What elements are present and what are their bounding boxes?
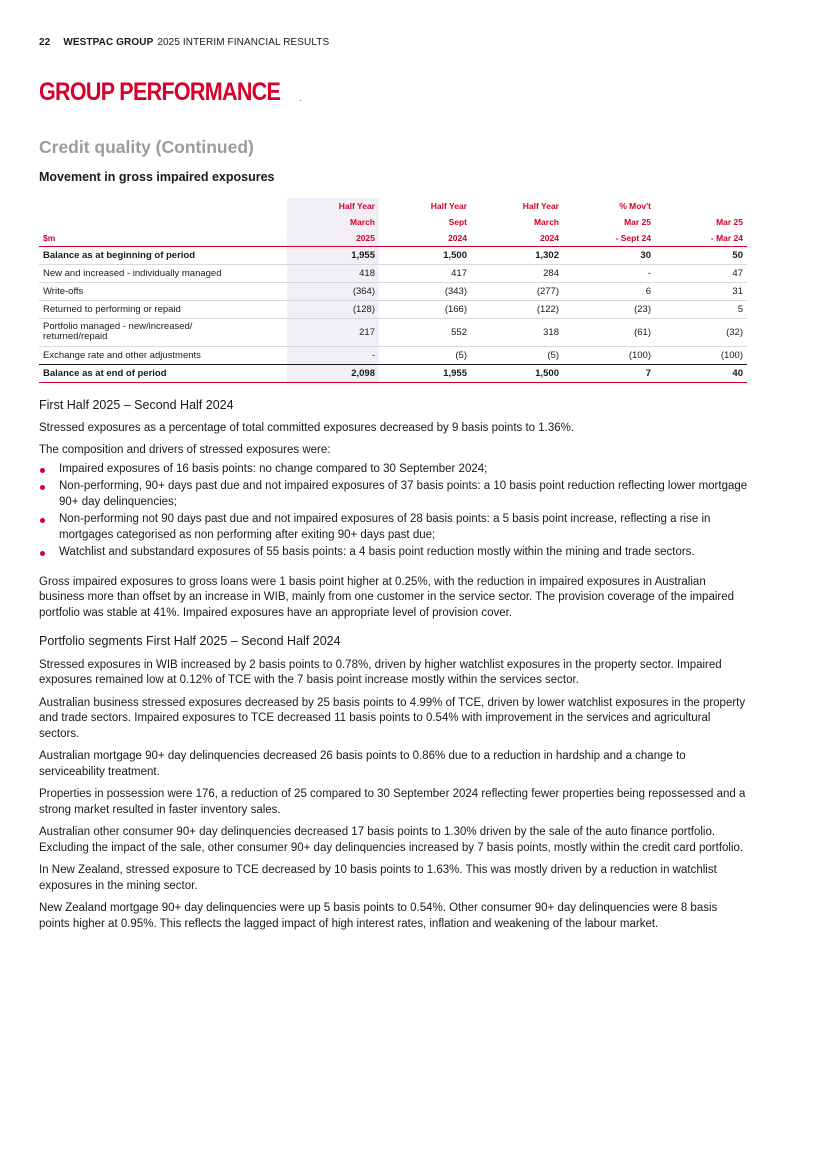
row-label: Balance as at end of period — [39, 364, 287, 382]
column-header: March — [533, 217, 559, 227]
column-header: $m — [39, 230, 287, 246]
paragraph: Stressed exposures as a percentage of total committed exposures decreased by 9 basis points to 1.36%. — [39, 421, 575, 434]
row-label: Write-offs — [39, 282, 287, 300]
table-row — [39, 264, 747, 282]
table-row — [39, 300, 747, 318]
table-title: Movement in gross impaired exposures — [39, 170, 275, 184]
column-header: Half Year — [522, 201, 559, 211]
cell: 1,302 — [471, 246, 563, 264]
column-header: 2025 — [287, 230, 379, 246]
row-label: Returned to performing or repaid — [39, 300, 287, 318]
row-label: Balance as at beginning of period — [39, 246, 287, 264]
table-header-row — [39, 214, 747, 230]
cell: 6 — [563, 282, 655, 300]
cell: (100) — [628, 349, 651, 361]
column-header: March — [349, 217, 375, 227]
cell: (5) — [547, 349, 559, 361]
list-item-text: Watchlist and substandard exposures of 55 basis points: a 4 basis point reduction mostly within the mining and trade sectors. — [59, 546, 695, 558]
cell: (364) — [287, 282, 379, 300]
cell: (128) — [287, 300, 379, 318]
cell: 1,500 — [379, 246, 471, 264]
cell: 30 — [563, 246, 655, 264]
cell: 40 — [655, 364, 747, 382]
bullet-icon — [40, 518, 45, 523]
table-row — [39, 346, 747, 364]
first-half-heading: First Half 2025 – Second Half 2024 — [39, 398, 234, 412]
cell: (23) — [563, 300, 655, 318]
paragraph: Australian mortgage 90+ day delinquencies decreased 26 basis points to 0.86% due to a reduction in hardship and a change to serviceability treatment. — [39, 750, 686, 778]
bullet-icon — [40, 551, 45, 556]
list-item-text: Non-performing not 90 days past due and not impaired exposures of 28 basis points: a 5 basis point increase, reflecting a rise in mortgages categorised as non performing after exiting 90+ days past due; — [59, 513, 711, 541]
impaired-exposures-table-wrap — [39, 198, 747, 383]
cell: - — [371, 349, 375, 361]
column-header: - Sept 24 — [563, 230, 655, 246]
row-label: Portfolio managed - new/increased/ returned/repaid — [39, 318, 287, 346]
cell: 1,955 — [379, 364, 471, 382]
column-header: % Mov't — [619, 201, 651, 211]
table-row — [39, 318, 747, 346]
impaired-exposures-table — [39, 198, 747, 383]
bullet-icon — [40, 485, 45, 490]
list-item — [39, 512, 749, 543]
column-header: Sept — [448, 217, 467, 227]
subsection-title: Credit quality (Continued) — [39, 137, 254, 157]
row-label: Exchange rate and other adjustments — [43, 349, 201, 361]
stray-dot — [300, 100, 301, 101]
section-title: GROUP PERFORMANCE — [39, 78, 281, 106]
cell: 7 — [563, 364, 655, 382]
cell: - — [563, 264, 655, 282]
table-row — [39, 246, 747, 264]
paragraph: Stressed exposures in WIB increased by 2 basis points to 0.78%, driven by higher watchlist exposures in the property sector. Impaired exposures remained low at 0.12% of TCE with the 7 basis point increase mostly within the services sector. — [39, 658, 722, 686]
table-total-row — [39, 364, 747, 382]
paragraph: New Zealand mortgage 90+ day delinquencies were up 5 basis points to 0.54%. Other consumer 90+ day delinquencies were 8 basis points higher at 0.95%. This reflects the lagged impact of high interest rates, inflation and weakening of the labour market. — [39, 902, 718, 930]
list-item — [39, 462, 749, 478]
cell: (5) — [455, 349, 467, 361]
list-item-text: Impaired exposures of 16 basis points: no change compared to 30 September 2024; — [59, 462, 488, 475]
paragraph: In New Zealand, stressed exposure to TCE decreased by 10 basis points to 1.63%. This was mostly driven by a reduction in watchlist exposures in the mining sector. — [39, 864, 717, 892]
cell: 1,955 — [287, 246, 379, 264]
paragraph: The composition and drivers of stressed exposures were: — [39, 444, 331, 456]
cell: 417 — [379, 264, 471, 282]
cell: 418 — [287, 264, 379, 282]
cell: 5 — [655, 300, 747, 318]
cell: 284 — [471, 264, 563, 282]
page-header — [39, 37, 329, 48]
list-item-text: Non-performing, 90+ days past due and not impaired exposures of 37 basis points: a 10 basis point reduction reflecting lower mortgage 90+ day delinquencies; — [59, 480, 748, 508]
cell: (277) — [471, 282, 563, 300]
list-item — [39, 479, 749, 510]
row-label: New and increased - individually managed — [39, 264, 287, 282]
cell: (343) — [379, 282, 471, 300]
column-header: Half Year — [338, 201, 375, 211]
cell: (122) — [471, 300, 563, 318]
report-name: 2025 INTERIM FINANCIAL RESULTS — [157, 37, 330, 48]
cell: 50 — [655, 246, 747, 264]
cell: 31 — [655, 282, 747, 300]
cell: (166) — [379, 300, 471, 318]
column-header: - Mar 24 — [655, 230, 747, 246]
table-row — [39, 282, 747, 300]
cell: 217 — [287, 318, 379, 346]
column-header — [39, 198, 287, 214]
column-header: Mar 25 — [624, 217, 651, 227]
body-text — [39, 398, 749, 939]
stressed-exposure-drivers-list — [39, 462, 749, 561]
column-header — [655, 198, 747, 214]
paragraph: Australian other consumer 90+ day delinquencies decreased 17 basis points to 1.30% driven by the sale of the auto finance portfolio. Excluding the impact of the sale, other consumer 90+ day delinquencies increased by 7 basis points, mostly within the credit card portfolio. — [39, 826, 744, 854]
cell: 318 — [471, 318, 563, 346]
column-header — [39, 214, 287, 230]
cell: (61) — [563, 318, 655, 346]
cell: 2,098 — [287, 364, 379, 382]
paragraph: Australian business stressed exposures decreased by 25 basis points to 4.99% of TCE, driven by lower watchlist exposures in the property and trade sectors. Impaired exposures to TCE decreased 11 basis points to 0.54% with improvement in the services and agricultural sectors. — [39, 696, 746, 740]
paragraph: Properties in possession were 176, a reduction of 25 compared to 30 September 2024 reflecting fewer properties being repossessed and a strong market resulted in faster inventory sales. — [39, 788, 746, 816]
table-header-row — [39, 198, 747, 214]
column-header: 2024 — [471, 230, 563, 246]
list-item — [39, 545, 749, 561]
column-header: Half Year — [430, 201, 467, 211]
column-header: Mar 25 — [716, 217, 743, 227]
brand-name: WESTPAC GROUP — [63, 37, 154, 48]
column-header: 2024 — [379, 230, 471, 246]
cell: 47 — [655, 264, 747, 282]
cell: 1,500 — [471, 364, 563, 382]
cell: (100) — [720, 349, 743, 361]
portfolio-heading: Portfolio segments First Half 2025 – Second Half 2024 — [39, 634, 341, 648]
table-header-row — [39, 230, 747, 246]
bullet-icon — [40, 468, 45, 473]
cell: 552 — [379, 318, 471, 346]
page-number: 22 — [39, 37, 51, 48]
paragraph: Gross impaired exposures to gross loans were 1 basis point higher at 0.25%, with the reduction in impaired exposures in Australian business more than offset by an increase in WIB, mainly from one customer in the service sector. The provision coverage of the impaired portfolio was stable at 41%. Impaired exposures have an appropriate level of provision cover. — [39, 575, 735, 619]
cell: (32) — [655, 318, 747, 346]
